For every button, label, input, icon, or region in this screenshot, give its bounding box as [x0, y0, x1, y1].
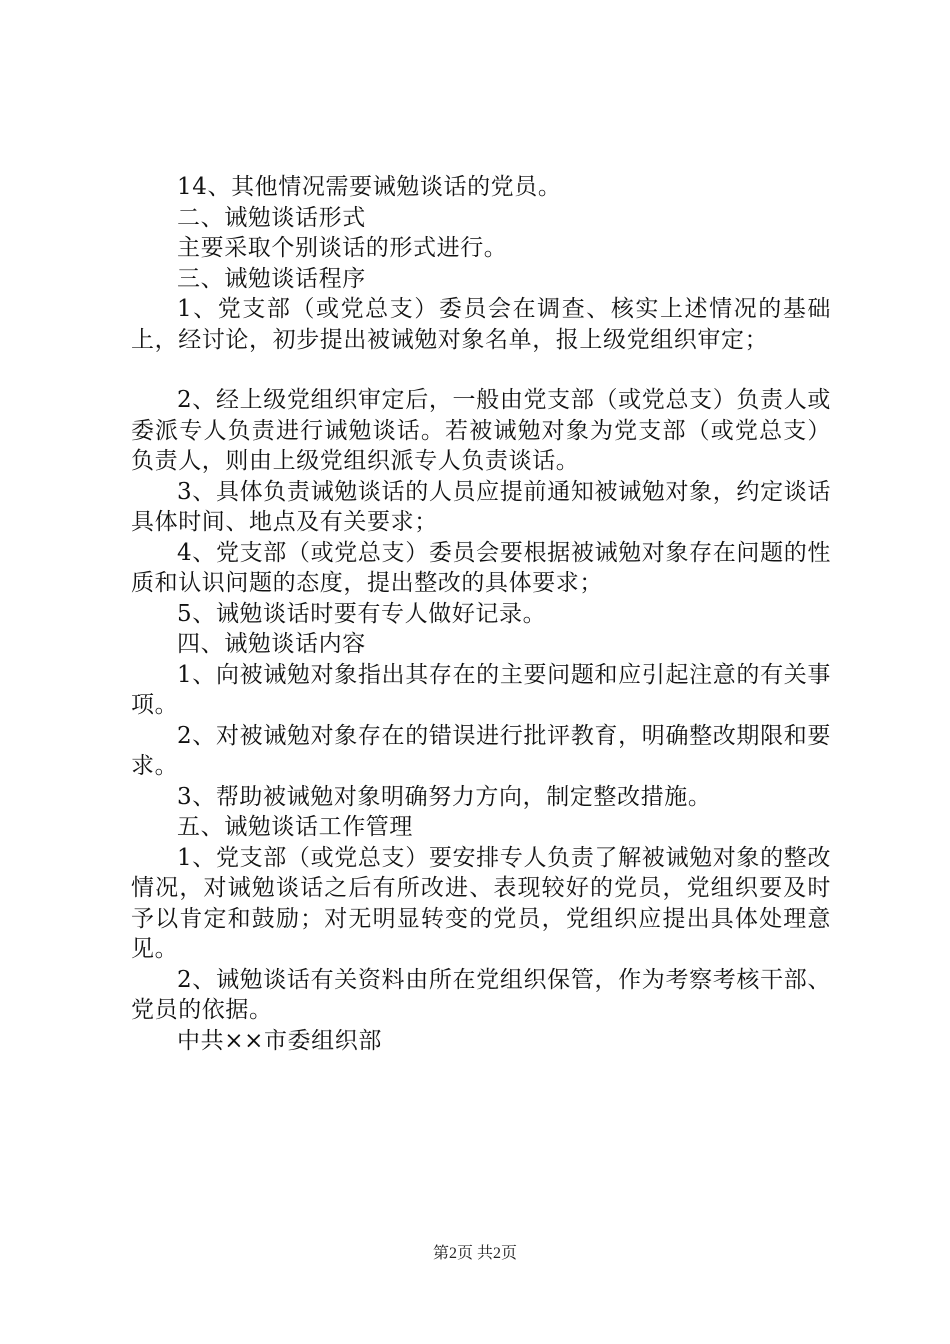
paragraph-procedure-2: 2、经上级党组织审定后，一般由党支部（或党总支）负责人或委派专人负责进行诫勉谈话。若被诫勉对象为党支部（或党总支）负责人，则由上级党组织派专人负责谈话。: [131, 387, 831, 474]
paragraph-content-3: 3、帮助被诫勉对象明确努力方向，制定整改措施。: [177, 783, 712, 810]
section-heading-form: 二、诫勉谈话形式: [177, 204, 366, 231]
section-heading-procedure: 三、诫勉谈话程序: [177, 265, 366, 292]
signature-organization: 中共××市委组织部: [177, 1027, 382, 1054]
paragraph-procedure-1: 1、党支部（或党总支）委员会在调查、核实上述情况的基础上，经讨论，初步提出被诫勉对象名单，报上级党组织审定；: [131, 296, 831, 353]
paragraph-form: 主要采取个别谈话的形式进行。: [177, 235, 508, 261]
paragraph-content-1: 1、向被诫勉对象指出其存在的主要问题和应引起注意的有关事项。: [131, 661, 831, 718]
paragraph-procedure-3: 3、具体负责诫勉谈话的人员应提前通知被诫勉对象，约定谈话具体时间、地点及有关要求；: [131, 478, 831, 535]
paragraph-procedure-5: 5、诫勉谈话时要有专人做好记录。: [177, 600, 547, 627]
page-number-footer: 第2页 共2页: [432, 1245, 517, 1262]
paragraph-procedure-4: 4、党支部（或党总支）委员会要根据被诫勉对象存在问题的性质和认识问题的态度，提出整改的具体要求；: [131, 539, 831, 596]
paragraph-management-1: 1、党支部（或党总支）要安排专人负责了解被诫勉对象的整改情况，对诫勉谈话之后有所改进、表现较好的党员，党组织要及时予以肯定和鼓励；对无明显转变的党员，党组织应提出具体处理意见。: [131, 844, 831, 962]
paragraph-content-2: 2、对被诫勉对象存在的错误进行批评教育，明确整改期限和要求。: [131, 722, 831, 779]
document-body: [131, 172, 831, 1056]
section-heading-content: 四、诫勉谈话内容: [177, 631, 366, 657]
section-heading-management: 五、诫勉谈话工作管理: [177, 814, 413, 840]
paragraph-management-2: 2、诫勉谈话有关资料由所在党组织保管，作为考察考核干部、党员的依据。: [131, 966, 831, 1023]
paragraph-item-14: 14、其他情况需要诫勉谈话的党员。: [177, 174, 562, 200]
